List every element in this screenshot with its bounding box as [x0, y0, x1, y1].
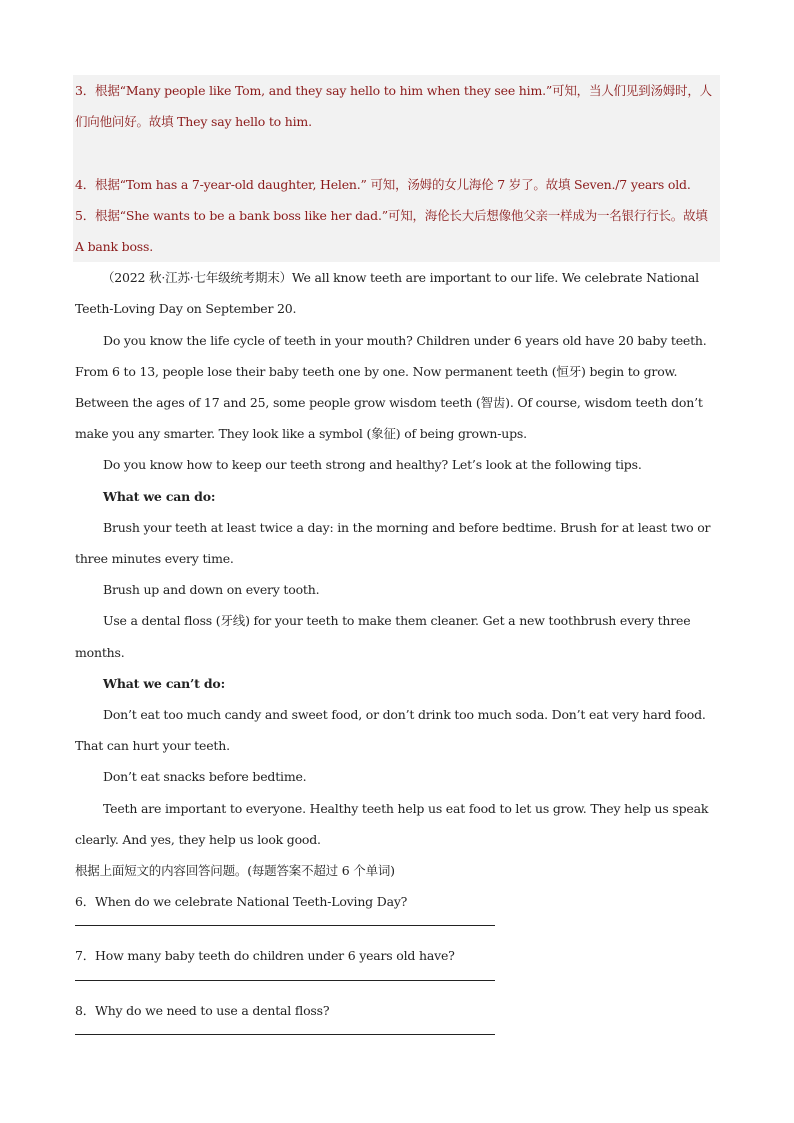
passage-intro: （2022 秋·江苏·七年级统考期末）We all know teeth are important to our life. We celebrate National Teeth-Loving Day on September 20.	[75, 270, 699, 317]
answer-explanations	[73, 75, 720, 262]
answer-line-7[interactable]	[75, 980, 495, 981]
tip-can-3: Use a dental floss (牙线) for your teeth to make them cleaner. Get a new toothbrush every three months.	[75, 613, 691, 660]
document-page	[75, 75, 720, 1049]
answer-line-8[interactable]	[75, 1034, 495, 1035]
answer-explanation-3: 3．根据“Many people like Tom, and they say hello to him when they see him.”可知，当人们见到汤姆时，人们向他问好。故填 They say hello to him.	[75, 83, 712, 130]
tip-cant-1: Don’t eat too much candy and sweet food, or don’t drink too much soda. Don’t eat very hard food. That can hurt your teeth.	[75, 707, 706, 754]
question-7: 7．How many baby teeth do children under 6 years old have?	[75, 948, 455, 964]
passage-paragraph-2: Do you know how to keep our teeth strong and healthy? Let’s look at the following tips.	[103, 457, 642, 473]
tip-cant-2: Don’t eat snacks before bedtime.	[103, 769, 307, 785]
instruction: 根据上面短文的内容回答问题。(每题答案不超过 6 个单词)	[75, 863, 395, 879]
answer-explanation-5: 5．根据“She wants to be a bank boss like her dad.”可知，海伦长大后想像他父亲一样成为一名银行行长。故填 A bank boss.	[75, 207, 708, 254]
tip-can-1: Brush your teeth at least twice a day: in the morning and before bedtime. Brush for at least two or three minutes every time.	[75, 519, 711, 567]
question-8: 8．Why do we need to use a dental floss?	[75, 1002, 330, 1018]
heading-what-we-cant-do: What we can’t do:	[103, 675, 225, 691]
answer-explanation-4: 4．根据“Tom has a 7-year-old daughter, Helen.” 可知，汤姆的女儿海伦 7 岁了。故填 Seven./7 years old.	[75, 176, 691, 192]
passage-conclusion: Teeth are important to everyone. Healthy teeth help us eat food to let us grow. They help us speak clearly. And yes, they help us look good.	[75, 800, 709, 847]
spacer	[75, 137, 718, 168]
passage-paragraph-1: Do you know the life cycle of teeth in your mouth? Children under 6 years old have 20 baby teeth. From 6 to 13, people lose their baby teeth one by one. Now permanent teeth (恒牙) begin to grow. Between the ages of 17 and 25, some people grow wisdom teeth (智齿). Of course, wisdom teeth don’t make you any smarter. They look like a symbol (象征) of being grown-ups.	[75, 332, 707, 442]
tip-can-2: Brush up and down on every tooth.	[103, 582, 320, 598]
heading-what-we-can-do: What we can do:	[103, 488, 216, 504]
question-6: 6．When do we celebrate National Teeth-Loving Day?	[75, 894, 408, 910]
answer-line-6[interactable]	[75, 925, 495, 926]
